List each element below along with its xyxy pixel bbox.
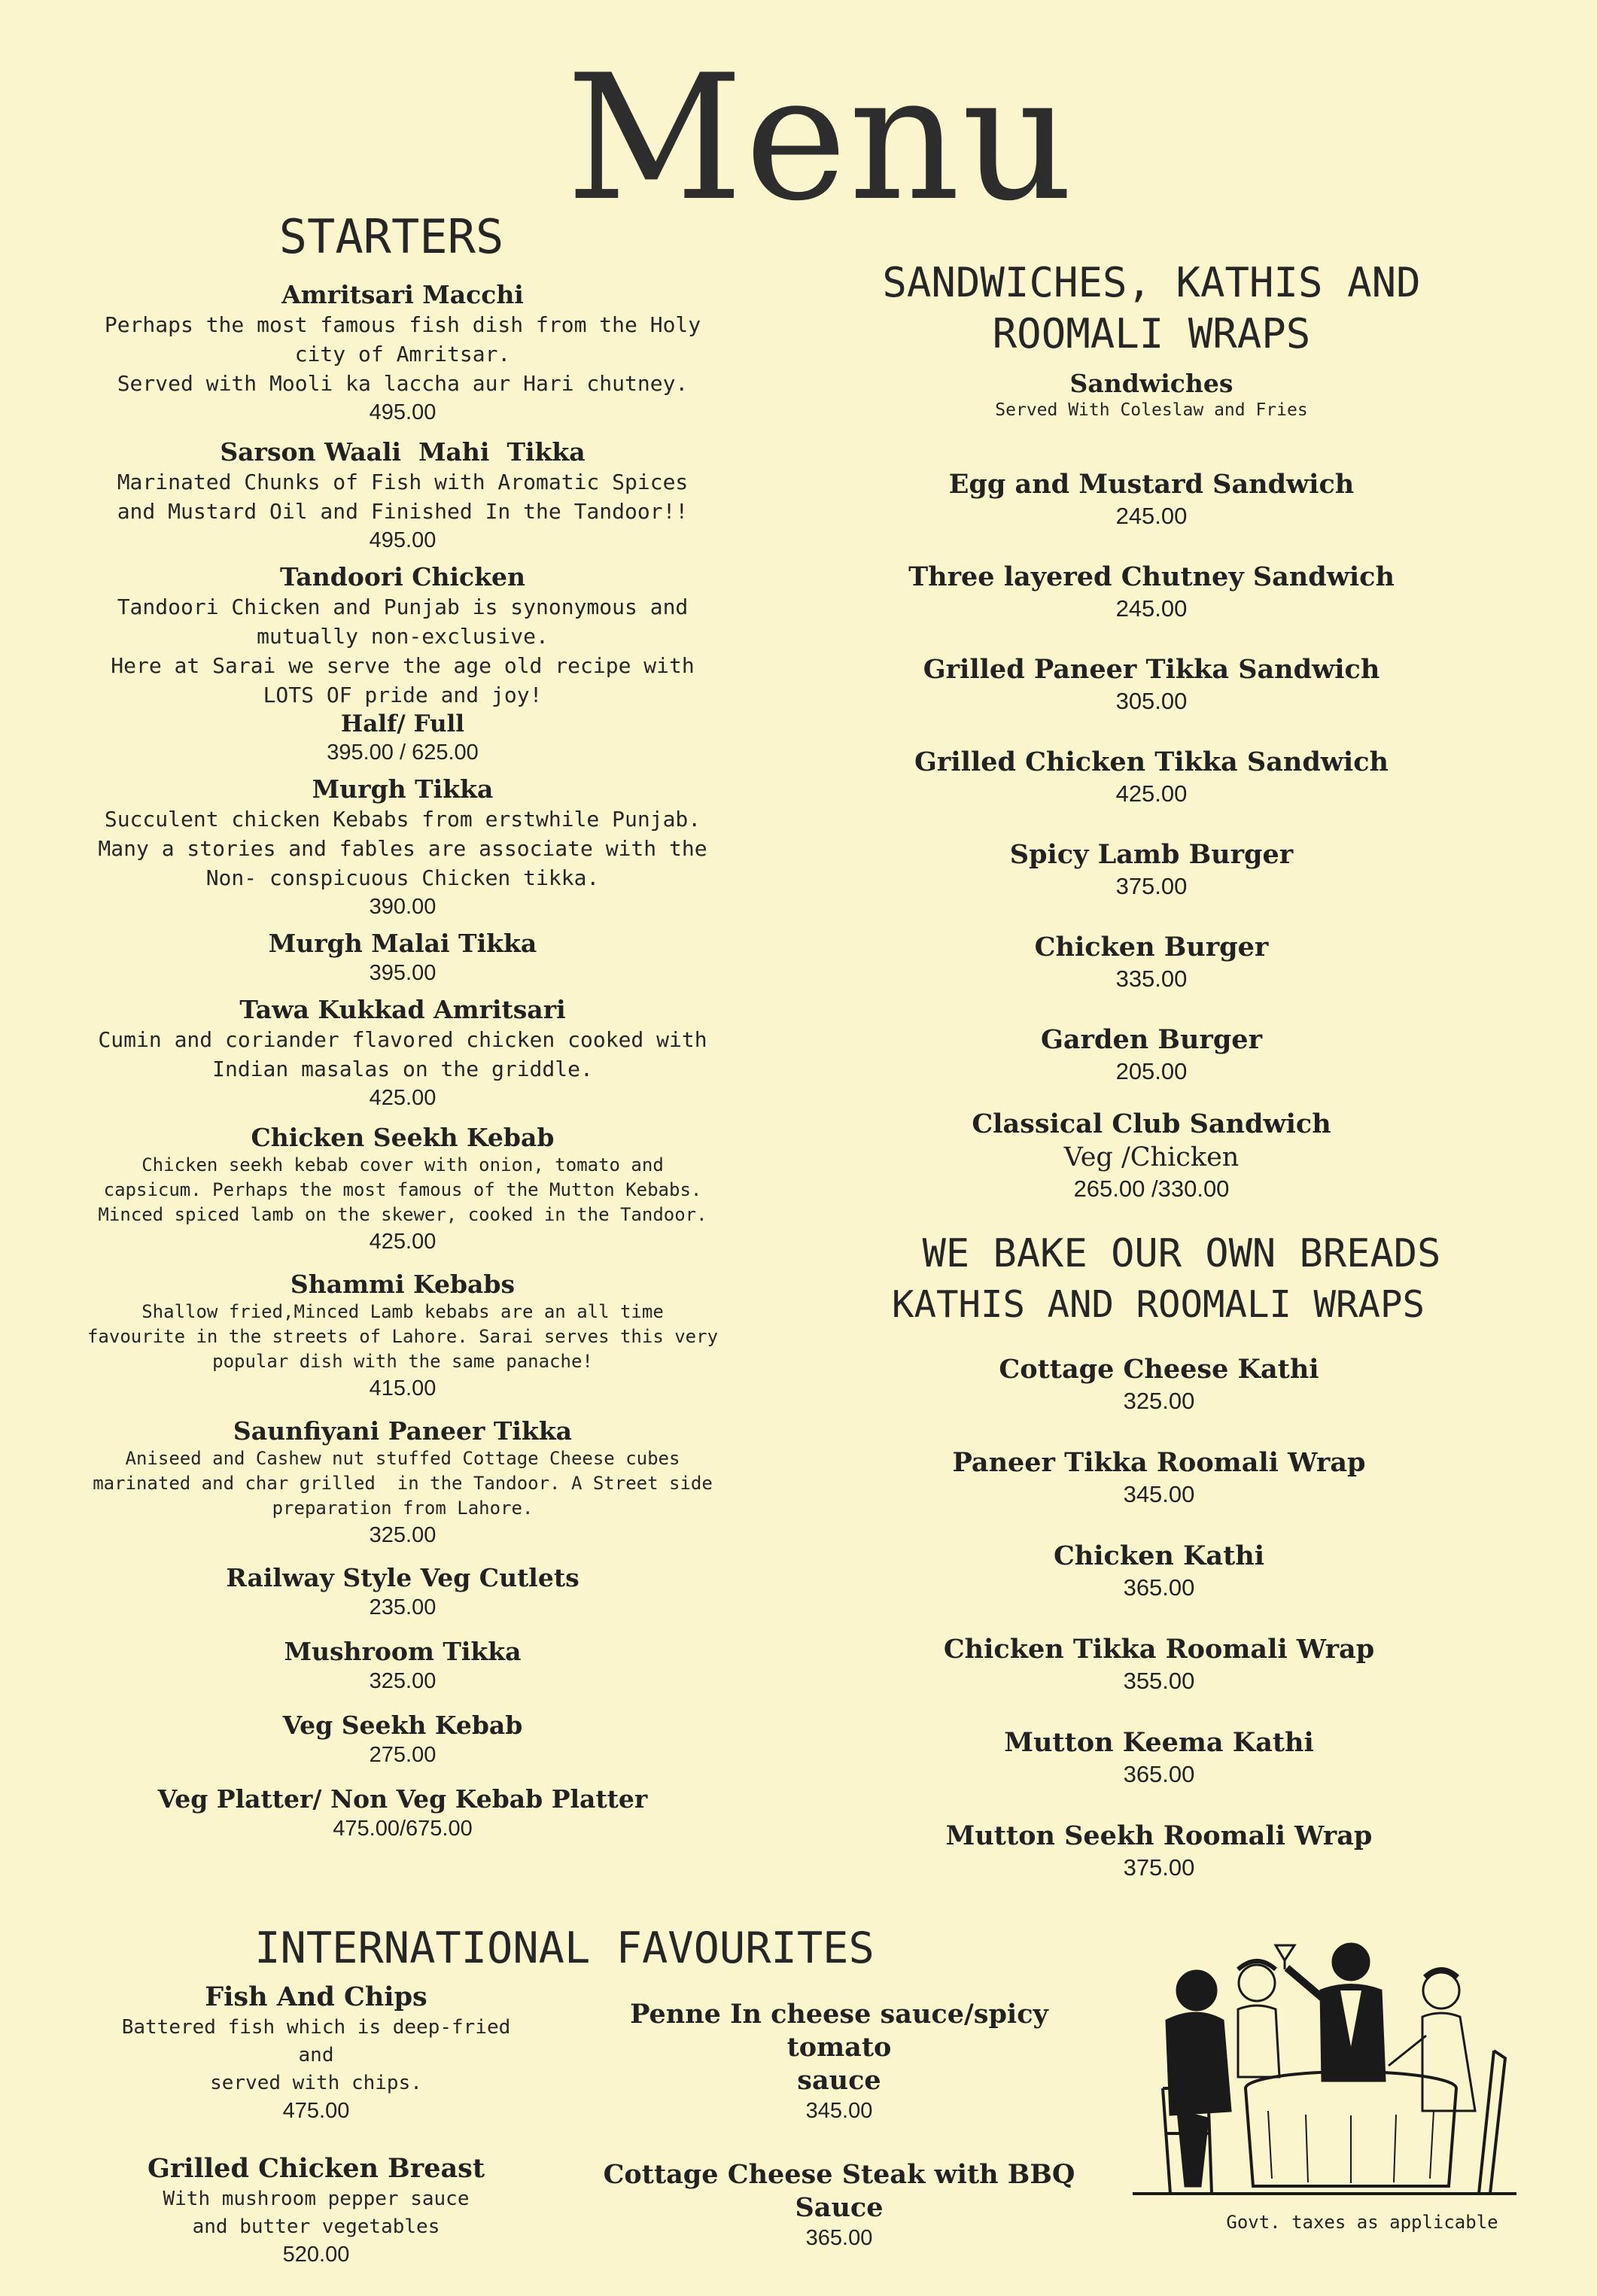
item-desc: and butter vegetables (192, 2215, 440, 2238)
list-item (820, 931, 1483, 994)
sandwiches-heading-line2: ROOMALI WRAPS (992, 310, 1311, 357)
item-name: Garden Burger (1040, 1024, 1263, 1055)
item-price: 520.00 (282, 2243, 350, 2267)
item-desc: preparation from Lahore. (272, 1498, 534, 1519)
sandwiches-note: Served With Coleslaw and Fries (995, 400, 1308, 420)
item-desc: served with chips. (210, 2072, 422, 2094)
list-item (71, 562, 734, 767)
item-desc: Non- conspicuous Chicken tikka. (205, 865, 600, 890)
item-price: 475.00/675.00 (333, 1817, 473, 1841)
list-item (71, 1270, 734, 1403)
item-name: Veg Platter/ Non Veg Kebab Platter (157, 1784, 648, 1814)
list-item (71, 774, 734, 921)
item-desc: Chicken seekh kebab cover with onion, tomato and (141, 1154, 664, 1175)
item-price: 305.00 (1115, 688, 1188, 714)
list-item (71, 1123, 734, 1256)
item-name: Mushroom Tikka (284, 1637, 522, 1666)
item-desc: and Mustard Oil and Finished In the Tandoor!! (117, 499, 689, 524)
international-right (579, 1998, 1099, 2279)
item-name: Chicken Burger (1034, 932, 1269, 962)
list-item (828, 1633, 1490, 1696)
item-price: 395.00 / 625.00 (327, 740, 479, 765)
item-price: 475.00 (282, 2099, 350, 2123)
item-desc: LOTS OF pride and joy! (263, 683, 543, 707)
item-name: Chicken Tikka Roomali Wrap (943, 1634, 1375, 1665)
breads-heading-line1: WE BAKE OUR OWN BREADS (922, 1231, 1441, 1276)
item-desc: Perhaps the most famous fish dish from the Holy (104, 312, 701, 337)
list-item (105, 1981, 527, 2125)
list-item (579, 1998, 1099, 2125)
international-heading: INTERNATIONAL FAVOURITES (254, 1923, 875, 1973)
item-price: 245.00 (1115, 595, 1188, 622)
item-price: 235.00 (369, 1595, 437, 1619)
item-price: 425.00 (369, 1086, 437, 1110)
item-name: Tandoori Chicken (279, 562, 526, 591)
item-price: 335.00 (1115, 966, 1188, 992)
sandwiches-heading-line1: SANDWICHES, KATHIS AND (882, 259, 1421, 306)
list-item (71, 280, 734, 427)
list-item (71, 1711, 734, 1769)
list-item (820, 746, 1483, 809)
item-desc: mutually non-exclusive. (257, 624, 549, 649)
item-price: 495.00 (369, 400, 437, 424)
item-name: Grilled Chicken Tikka Sandwich (914, 747, 1389, 777)
list-item (820, 1108, 1483, 1204)
item-desc: Cumin and coriander flavored chicken cooked with (98, 1027, 707, 1052)
item-name: Chicken Seekh Kebab (251, 1123, 555, 1152)
item-name: Murgh Malai Tikka (268, 929, 537, 958)
item-variant: Veg /Chicken (1063, 1142, 1240, 1172)
item-price: 265.00 /330.00 (1073, 1175, 1230, 1202)
item-price: 395.00 (369, 961, 437, 985)
item-name: Cottage Cheese Kathi (999, 1354, 1319, 1385)
item-price: 415.00 (369, 1376, 437, 1400)
item-desc: city of Amritsar. (294, 342, 511, 366)
item-price: 365.00 (805, 2226, 873, 2250)
list-item (820, 653, 1483, 716)
list-item (105, 2152, 527, 2269)
item-name: Classical Club Sandwich (972, 1108, 1331, 1139)
item-name: Veg Seekh Kebab (282, 1711, 523, 1740)
menu-title: Menu (566, 38, 1075, 239)
item-desc: marinated and char grilled in the Tandoor. A Street side (93, 1473, 713, 1494)
list-item (828, 1353, 1490, 1416)
item-name: Mutton Keema Kathi (1004, 1727, 1314, 1758)
item-price: 365.00 (1123, 1761, 1195, 1787)
item-name: Three layered Chutney Sandwich (908, 561, 1395, 592)
item-price: 355.00 (1123, 1668, 1195, 1694)
item-name: Sarson Waali Mahi Tikka (220, 437, 586, 467)
item-desc: Succulent chicken Kebabs from erstwhile Punjab. (104, 807, 701, 832)
item-name: Railway Style Veg Cutlets (226, 1563, 579, 1592)
international-left (105, 1981, 527, 2296)
item-desc: Battered fish which is deep-fried and (121, 2016, 511, 2066)
item-price: 375.00 (1115, 873, 1188, 899)
breads-heading-line2: KATHIS AND ROOMALI WRAPS (892, 1283, 1425, 1326)
item-desc: Tandoori Chicken and Punjab is synonymous and (117, 595, 689, 619)
item-price: 325.00 (369, 1523, 437, 1547)
diners-illustration (1125, 1938, 1532, 2209)
item-price: 345.00 (805, 2099, 873, 2123)
list-item (71, 929, 734, 987)
item-price: 245.00 (1115, 503, 1188, 529)
item-desc: Shallow fried,Minced Lamb kebabs are an all time (141, 1301, 664, 1322)
list-item (828, 1726, 1490, 1790)
item-name: Chicken Kathi (1053, 1540, 1265, 1571)
list-item (579, 2158, 1099, 2252)
item-price: 495.00 (369, 528, 437, 552)
item-desc: With mushroom pepper sauce (163, 2188, 470, 2210)
item-price: 425.00 (1115, 780, 1188, 807)
breads-heading (850, 1228, 1513, 1330)
list-item (71, 1563, 734, 1622)
item-price: 375.00 (1123, 1854, 1195, 1881)
sandwiches-subheading: Sandwiches (1069, 369, 1233, 398)
item-desc: Marinated Chunks of Fish with Aromatic Spices (117, 470, 689, 494)
sandwiches-heading (820, 257, 1483, 360)
list-item (828, 1820, 1490, 1883)
list-item (828, 1446, 1490, 1510)
item-desc: favourite in the streets of Lahore. Sarai serves this very (87, 1326, 719, 1347)
item-desc: capsicum. Perhaps the most famous of the Mutton Kebabs. (103, 1179, 702, 1200)
item-price: 425.00 (369, 1230, 437, 1254)
starters-list (71, 280, 734, 1850)
item-name: Grilled Chicken Breast (147, 2153, 485, 2184)
list-item (71, 1784, 734, 1843)
breads-list (828, 1353, 1490, 1913)
item-name: Paneer Tikka Roomali Wrap (952, 1447, 1366, 1478)
item-desc: Here at Sarai we serve the age old recipe with (111, 653, 695, 678)
list-item (71, 1637, 734, 1695)
list-item (71, 995, 734, 1112)
item-price: 345.00 (1123, 1481, 1195, 1507)
item-desc: Minced spiced lamb on the skewer, cooked in the Tandoor. (98, 1204, 707, 1225)
taxes-note: Govt. taxes as applicable (1226, 2212, 1498, 2233)
item-price: 275.00 (369, 1743, 437, 1767)
list-item (820, 1023, 1483, 1087)
sandwiches-list (820, 369, 1483, 1233)
item-price: 325.00 (1123, 1388, 1195, 1414)
item-price: 365.00 (1123, 1574, 1195, 1601)
item-name: Fish And Chips (205, 1981, 427, 2012)
item-desc: Aniseed and Cashew nut stuffed Cottage Cheese cubes (125, 1448, 680, 1469)
list-item (71, 1416, 734, 1549)
item-price: 205.00 (1115, 1058, 1188, 1084)
item-name-cont: sauce (797, 2065, 881, 2096)
item-name: Saunfiyani Paneer Tikka (233, 1416, 573, 1446)
item-variant: Half/ Full (340, 710, 465, 737)
item-desc: Indian masalas on the griddle. (212, 1057, 593, 1081)
item-name: Murgh Tikka (312, 774, 494, 804)
list-item (71, 437, 734, 555)
item-name: Grilled Paneer Tikka Sandwich (923, 654, 1380, 685)
item-desc: Served with Mooli ka laccha aur Hari chutney. (117, 371, 689, 396)
item-price: 325.00 (369, 1669, 437, 1693)
list-item (820, 468, 1483, 531)
item-name: Penne In cheese sauce/spicy tomato (630, 1999, 1048, 2063)
item-desc: popular dish with the same panache! (212, 1351, 593, 1372)
list-item (828, 1540, 1490, 1603)
item-name: Tawa Kukkad Amritsari (239, 995, 566, 1024)
item-name: Shammi Kebabs (290, 1270, 516, 1299)
item-name: Mutton Seekh Roomali Wrap (945, 1820, 1373, 1851)
item-name: Egg and Mustard Sandwich (948, 469, 1355, 500)
item-name-cont: Sauce (795, 2192, 884, 2223)
list-item (820, 561, 1483, 624)
starters-heading: STARTERS (278, 209, 504, 264)
list-item (820, 838, 1483, 902)
item-name: Amritsari Macchi (281, 280, 524, 309)
item-desc: Many a stories and fables are associate with the (98, 836, 707, 861)
item-name: Spicy Lamb Burger (1009, 839, 1294, 870)
item-price: 390.00 (369, 895, 437, 919)
item-name: Cottage Cheese Steak with BBQ (603, 2159, 1075, 2190)
